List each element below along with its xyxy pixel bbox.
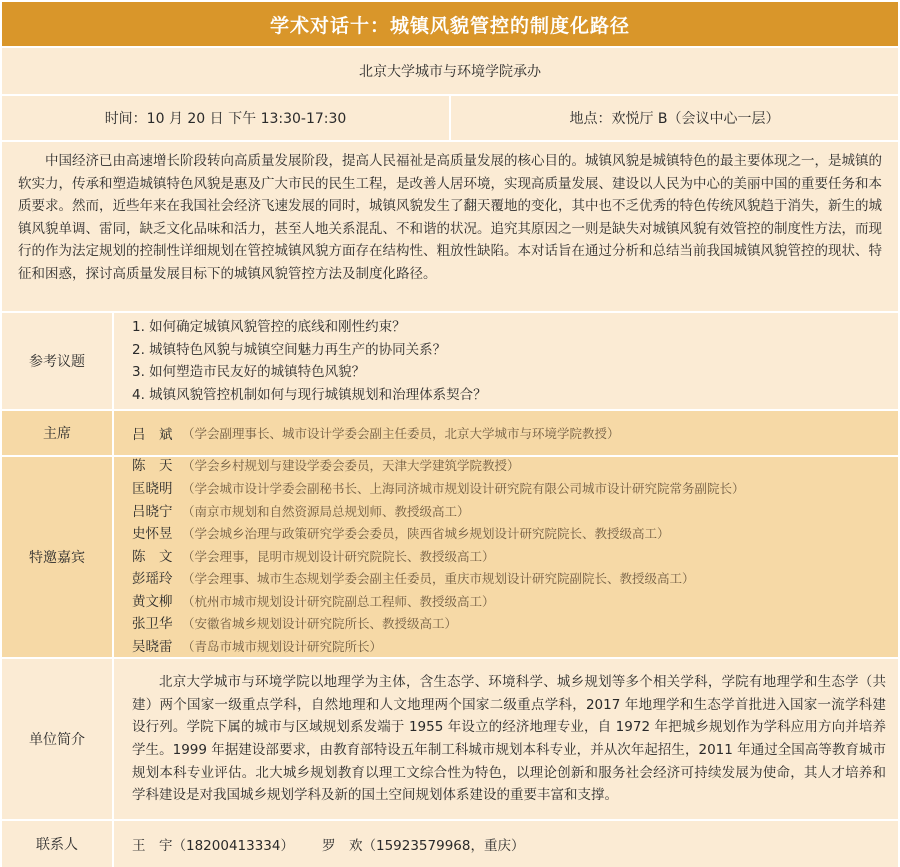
guests-row	[2, 455, 898, 657]
session-place: 地点：欢悦厅 B（会议中心一层）	[449, 96, 898, 140]
contact-label: 联系人	[2, 821, 112, 867]
topic-item: 2. 城镇特色风貌与城镇空间魅力再生产的协同关系？	[132, 341, 447, 358]
topics-row	[2, 311, 898, 409]
chair-name: 吕 斌	[132, 427, 173, 443]
chair-label: 主席	[2, 411, 112, 455]
guest-name: 陈 天	[132, 458, 173, 475]
guest-desc: （学会理事、城市生态规划学委会副主任委员，重庆市规划设计研究院副院长、教授级高工）	[182, 571, 695, 587]
session-time: 时间：10 月 20 日 下午 13:30-17:30	[104, 111, 347, 127]
guest-item	[132, 568, 886, 591]
unit-info	[112, 659, 898, 819]
contact-person: 王 宇（18200413334）	[132, 838, 294, 854]
guest-item	[132, 591, 886, 614]
contact-person: 罗 欢（15923579968，重庆）	[321, 838, 525, 854]
contact-info	[112, 821, 898, 867]
chair-desc: （学会副理事长、城市设计学委会副主任委员，北京大学城市与环境学院教授）	[182, 426, 620, 441]
topics-list	[112, 313, 898, 409]
guest-name: 吴晓雷	[132, 639, 173, 656]
guest-item	[132, 523, 886, 546]
guest-item	[132, 613, 886, 636]
unit-text: 北京大学城市与环境学院以地理学为主体，含生态学、环境科学、城乡规划等多个相关学科，学院有地理学和生态学（共建）两个国家一级重点学科，自然地理和人文地理两个国家二级重点学科，2017 年地理学和生态学首批进入国家一流学科建设行列。学院下属的城市与区域规划系发端于 1955 年设立的经济地理专业，自 1972 年把城乡规划作为学科应用方向并培养学生。1999 年据建设部要求，由教育部特设五年制工科城市规划本科专业，并从次年起招生，2011 年通过全国高等教育城市规划本科专业评估。北大城乡规划教育以理工文综合性为特色，以理论创新和服务社会经济可持续发展为使命，其人才培养和学科建设是对我国城乡规划学科及新的国土空间规划体系建设的重要丰富和支撑。	[132, 674, 886, 804]
guests-list	[112, 457, 898, 657]
guest-name: 陈 文	[132, 548, 173, 565]
chair-row	[2, 409, 898, 455]
topic-item: 1. 如何确定城镇风貌管控的底线和刚性约束？	[132, 319, 406, 335]
guest-desc: （杭州市城市规划设计研究院副总工程师、教授级高工）	[182, 593, 495, 609]
unit-row	[2, 657, 898, 819]
guest-desc: （南京市规划和自然资源局总规划师、教授级高工）	[182, 503, 470, 519]
session-intro: 中国经济已由高速增长阶段转向高质量发展阶段，提高人民福祉是高质量发展的核心目的。城镇风貌是城镇特色的最主要体现之一，是城镇的软实力，传承和塑造城镇特色风貌是惠及广大市民的民生工程，是改善人居环境，实现高质量发展、建设以人民为中心的美丽中国的重要任务和本质要求。然而，近些年来在我国社会经济飞速发展的同时，城镇风貌发生了翻天覆地的变化，其中也不乏优秀的特色传统风貌趋于消失，新生的城镇风貌单调、雷同，缺乏文化品味和活力，甚至人地关系混乱、不和谐的状况。追究其原因之一则是缺失对城镇风貌有效管控的制度性方法，而现行的作为法定规划的控制性详细规划在管控城镇风貌方面存在结构性、粗放性缺陷。本对话旨在通过分析和总结当前我国城镇风貌管控的现状、特征和困惑，探讨高质量发展目标下的城镇风貌管控方法及制度化路径。	[2, 140, 898, 311]
guests-label: 特邀嘉宾	[2, 457, 112, 657]
contact-row	[2, 819, 898, 867]
guest-desc: （学会理事，昆明市规划设计研究院院长、教授级高工）	[182, 548, 495, 564]
unit-label: 单位简介	[2, 659, 112, 819]
chair-info	[112, 411, 898, 455]
guest-item	[132, 636, 886, 659]
guest-name: 匡晓明	[132, 480, 173, 497]
topic-item: 4. 城镇风貌管控机制如何与现行城镇规划和治理体系契合？	[132, 386, 487, 403]
guest-name: 黄文柳	[132, 593, 173, 610]
guest-name: 史怀昱	[132, 526, 173, 543]
guest-desc: （青岛市城市规划设计研究院所长）	[182, 639, 383, 655]
guest-name: 吕晓宁	[132, 503, 173, 520]
host-institution: 北京大学城市与环境学院承办	[2, 46, 898, 94]
time-place-row	[2, 94, 898, 140]
guest-item	[132, 546, 886, 569]
guest-item	[132, 455, 886, 478]
session-card	[2, 2, 898, 861]
guest-name: 张卫华	[132, 616, 173, 633]
topics-label: 参考议题	[2, 313, 112, 409]
session-title: 学术对话十：城镇风貌管控的制度化路径	[2, 2, 898, 46]
guest-item	[132, 478, 886, 501]
guest-desc: （学会城乡治理与政策研究学委会委员，陕西省城乡规划设计研究院院长、教授级高工）	[182, 526, 670, 542]
topic-item: 3. 如何塑造市民友好的城镇特色风貌？	[132, 364, 366, 380]
guest-desc: （学会城市设计学委会副秘书长、上海同济城市规划设计研究院有限公司城市设计研究院常务副院长）	[182, 480, 745, 496]
guest-name: 彭瑶玲	[132, 571, 173, 588]
guest-item	[132, 501, 886, 524]
guest-desc: （学会乡村规划与建设学委会委员，天津大学建筑学院教授）	[182, 458, 520, 474]
guest-desc: （安徽省城乡规划设计研究院所长、教授级高工）	[182, 616, 458, 632]
